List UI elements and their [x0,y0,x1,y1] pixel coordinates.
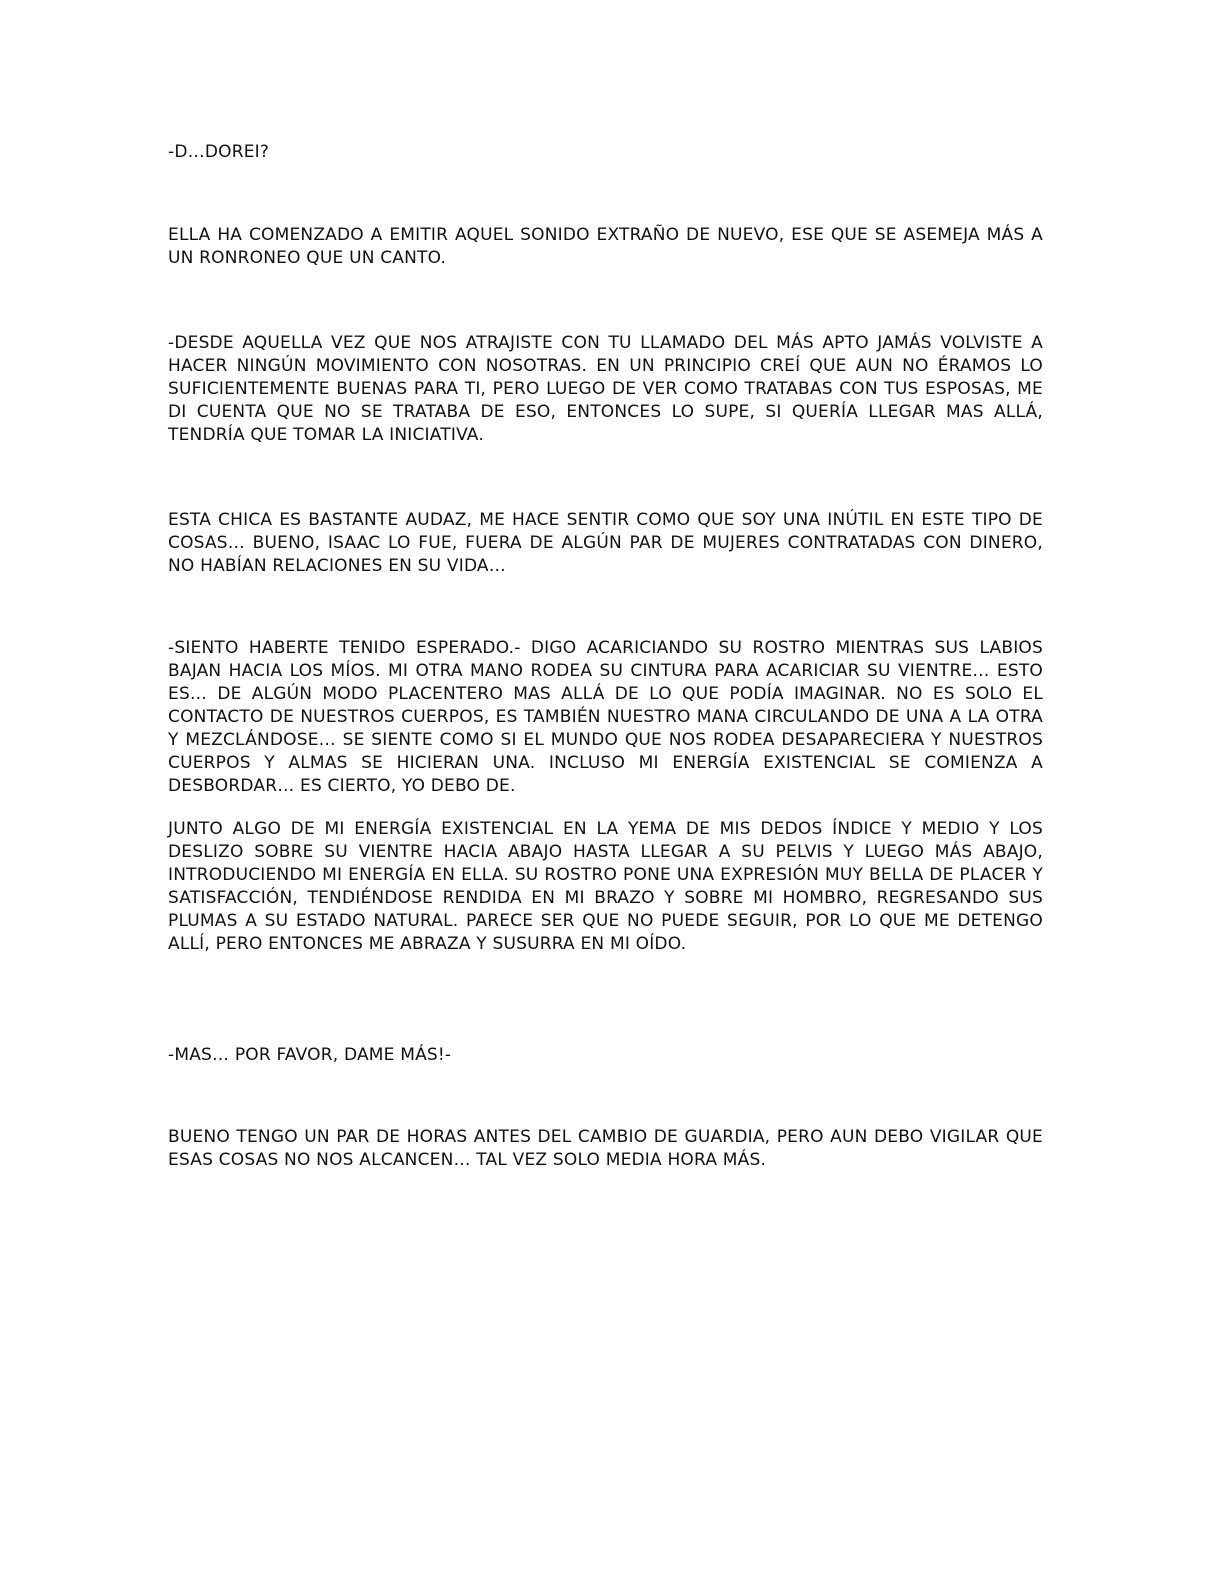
paragraph-dialogue-more: -MAS… POR FAVOR, DAME MÁS!- [168,1045,452,1065]
paragraph-existential-energy: JUNTO ALGO DE MI ENERGÍA EXISTENCIAL EN LA YEMA DE MIS DEDOS ÍNDICE Y MEDIO Y LOS DESLIZO SOBRE SU VIENTRE HACIA ABAJO HASTA LLEGAR A SU PELVIS Y LUEGO MÁS ABAJO, INTRODUCIENDO MI ENERGÍA EN ELLA. SU ROSTRO PONE UNA EXPRESIÓN MUY BELLA DE PLACER Y SATISFACCIÓN, TENDIÉNDOSE RENDIDA EN MI BRAZO Y SOBRE MI HOMBRO, REGRESANDO SUS PLUMAS A SU ESTADO NATURAL. PARECE SER QUE NO PUEDE SEGUIR, POR LO QUE ME DETENGO ALLÍ, PERO ENTONCES ME ABRAZA Y SUSURRA EN MI OÍDO. [168,819,1043,954]
paragraph-initiative: -DESDE AQUELLA VEZ QUE NOS ATRAJISTE CON TU LLAMADO DEL MÁS APTO JAMÁS VOLVISTE A HACER NINGÚN MOVIMIENTO CON NOSOTRAS. EN UN PRINCIPIO CREÍ QUE AUN NO ÉRAMOS LO SUFICIENTEMENTE BUENAS PARA TI, PERO LUEGO DE VER COMO TRATABAS CON TUS ESPOSAS, ME DI CUENTA QUE NO SE TRATABA DE ESO, ENTONCES LO SUPE, SI QUERÍA LLEGAR MAS ALLÁ, TENDRÍA QUE TOMAR LA INICIATIVA. [168,333,1043,445]
paragraph-guard-shift: BUENO TENGO UN PAR DE HORAS ANTES DEL CAMBIO DE GUARDIA, PERO AUN DEBO VIGILAR QUE ESAS COSAS NO NOS ALCANCEN… TAL VEZ SOLO MEDIA HORA MÁS. [168,1127,1043,1170]
paragraph-audacious-girl: ESTA CHICA ES BASTANTE AUDAZ, ME HACE SENTIR COMO QUE SOY UNA INÚTIL EN ESTE TIPO DE COSAS… BUENO, ISAAC LO FUE, FUERA DE ALGÚN PAR DE MUJERES CONTRATADAS CON DINERO, NO HABÍAN RELACIONES EN SU VIDA… [168,510,1043,576]
paragraph-sorry-waiting: -SIENTO HABERTE TENIDO ESPERADO.- DIGO ACARICIANDO SU ROSTRO MIENTRAS SUS LABIOS BAJAN HACIA LOS MÍOS. MI OTRA MANO RODEA SU CINTURA PARA ACARICIAR SU VIENTRE… ESTO ES… DE ALGÚN MODO PLACENTERO MAS ALLÁ DE LO QUE PODÍA IMAGINAR. NO ES SOLO EL CONTACTO DE NUESTROS CUERPOS, ES TAMBIÉN NUESTRO MANA CIRCULANDO DE UNA A LA OTRA Y MEZCLÁNDOSE… SE SIENTE COMO SI EL MUNDO QUE NOS RODEA DESAPARECIERA Y NUESTROS CUERPOS Y ALMAS SE HICIERAN UNA. INCLUSO MI ENERGÍA EXISTENCIAL SE COMIENZA A DESBORDAR… ES CIERTO, YO DEBO DE. [168,638,1043,796]
paragraph-strange-sound: ELLA HA COMENZADO A EMITIR AQUEL SONIDO EXTRAÑO DE NUEVO, ESE QUE SE ASEMEJA MÁS A UN RONRONEO QUE UN CANTO. [168,225,1043,268]
paragraph-dialogue-dorei: -D…DOREI? [168,142,270,162]
